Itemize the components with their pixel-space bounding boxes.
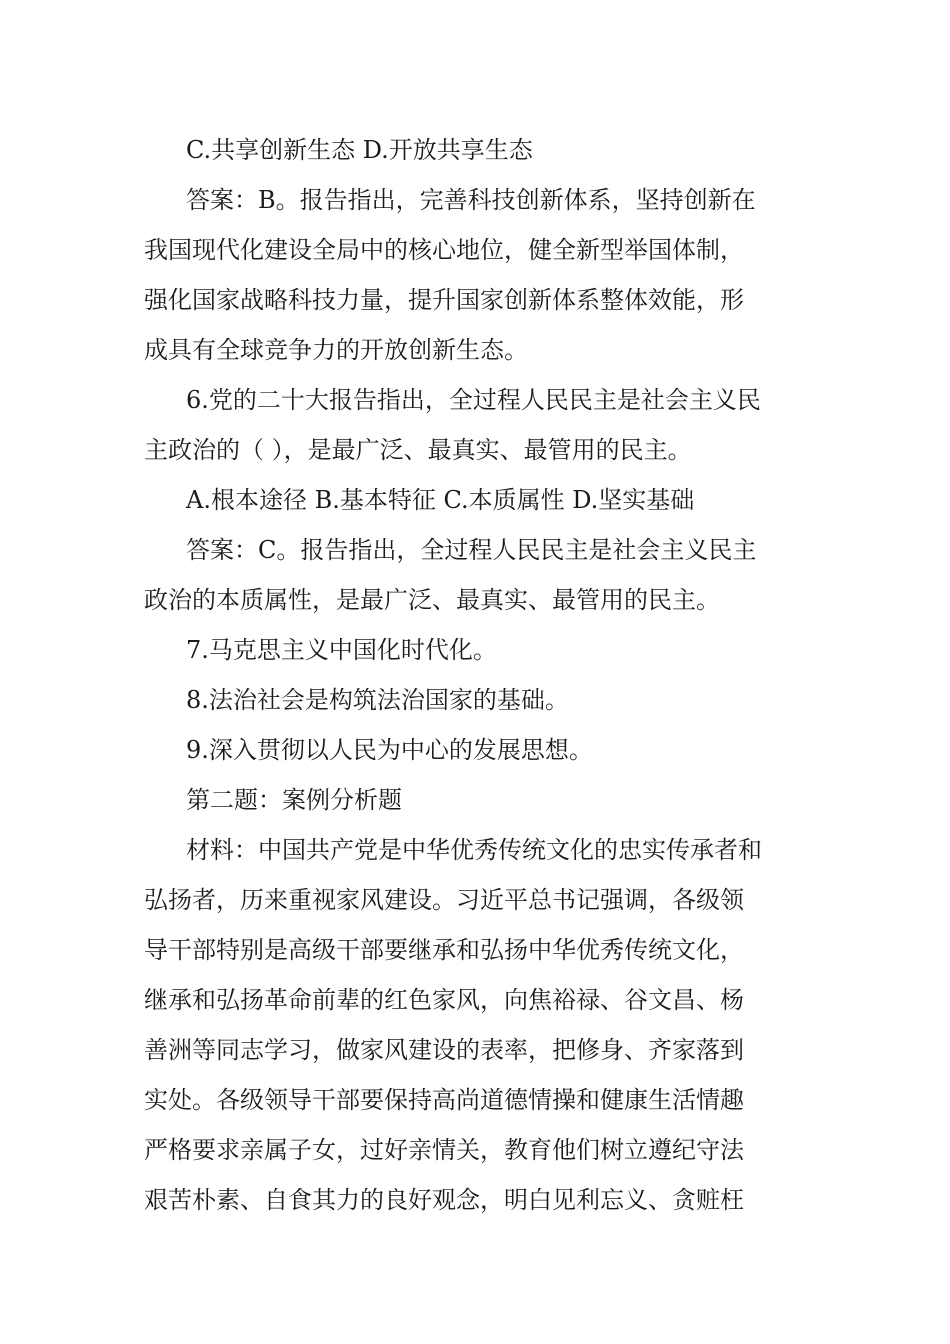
option-line-q5: C.共享创新生态 D.开放共享生态	[186, 136, 533, 164]
paragraph-line: 继承和弘扬革命前辈的红色家风，向焦裕禄、谷文昌、杨	[144, 986, 744, 1014]
section-heading: 第二题：案例分析题	[186, 786, 402, 814]
paragraph-line: 我国现代化建设全局中的核心地位，健全新型举国体制，	[144, 236, 744, 264]
paragraph-line: 政治的本质属性，是最广泛、最真实、最管用的民主。	[144, 586, 720, 614]
material-line: 材料：中国共产党是中华优秀传统文化的忠实传承者和	[186, 836, 762, 864]
question-line-q6: 6.党的二十大报告指出，全过程人民民主是社会主义民	[186, 386, 761, 414]
paragraph-line: 成具有全球竞争力的开放创新生态。	[144, 336, 528, 364]
item-line-7: 7.马克思主义中国化时代化。	[186, 636, 497, 664]
item-line-8: 8.法治社会是构筑法治国家的基础。	[186, 686, 569, 714]
option-line-q6: A.根本途径 B.基本特征 C.本质属性 D.坚实基础	[186, 486, 695, 514]
answer-line-q6: 答案：C。报告指出，全过程人民民主是社会主义民主	[186, 536, 757, 564]
paragraph-line: 艰苦朴素、自食其力的良好观念，明白见利忘义、贪赃枉	[144, 1186, 744, 1214]
paragraph-line: 实处。各级领导干部要保持高尚道德情操和健康生活情趣	[144, 1086, 744, 1114]
item-line-9: 9.深入贯彻以人民为中心的发展思想。	[186, 736, 593, 764]
paragraph-line: 导干部特别是高级干部要继承和弘扬中华优秀传统文化，	[144, 936, 744, 964]
paragraph-line: 善洲等同志学习，做家风建设的表率，把修身、齐家落到	[144, 1036, 744, 1064]
paragraph-line: 严格要求亲属子女，过好亲情关，教育他们树立遵纪守法	[144, 1136, 744, 1164]
answer-line-q5: 答案：B。报告指出，完善科技创新体系，坚持创新在	[186, 186, 756, 214]
paragraph-line: 强化国家战略科技力量，提升国家创新体系整体效能，形	[144, 286, 744, 314]
paragraph-line: 弘扬者，历来重视家风建设。习近平总书记强调，各级领	[144, 886, 744, 914]
paragraph-line: 主政治的（ ），是最广泛、最真实、最管用的民主。	[144, 436, 692, 464]
